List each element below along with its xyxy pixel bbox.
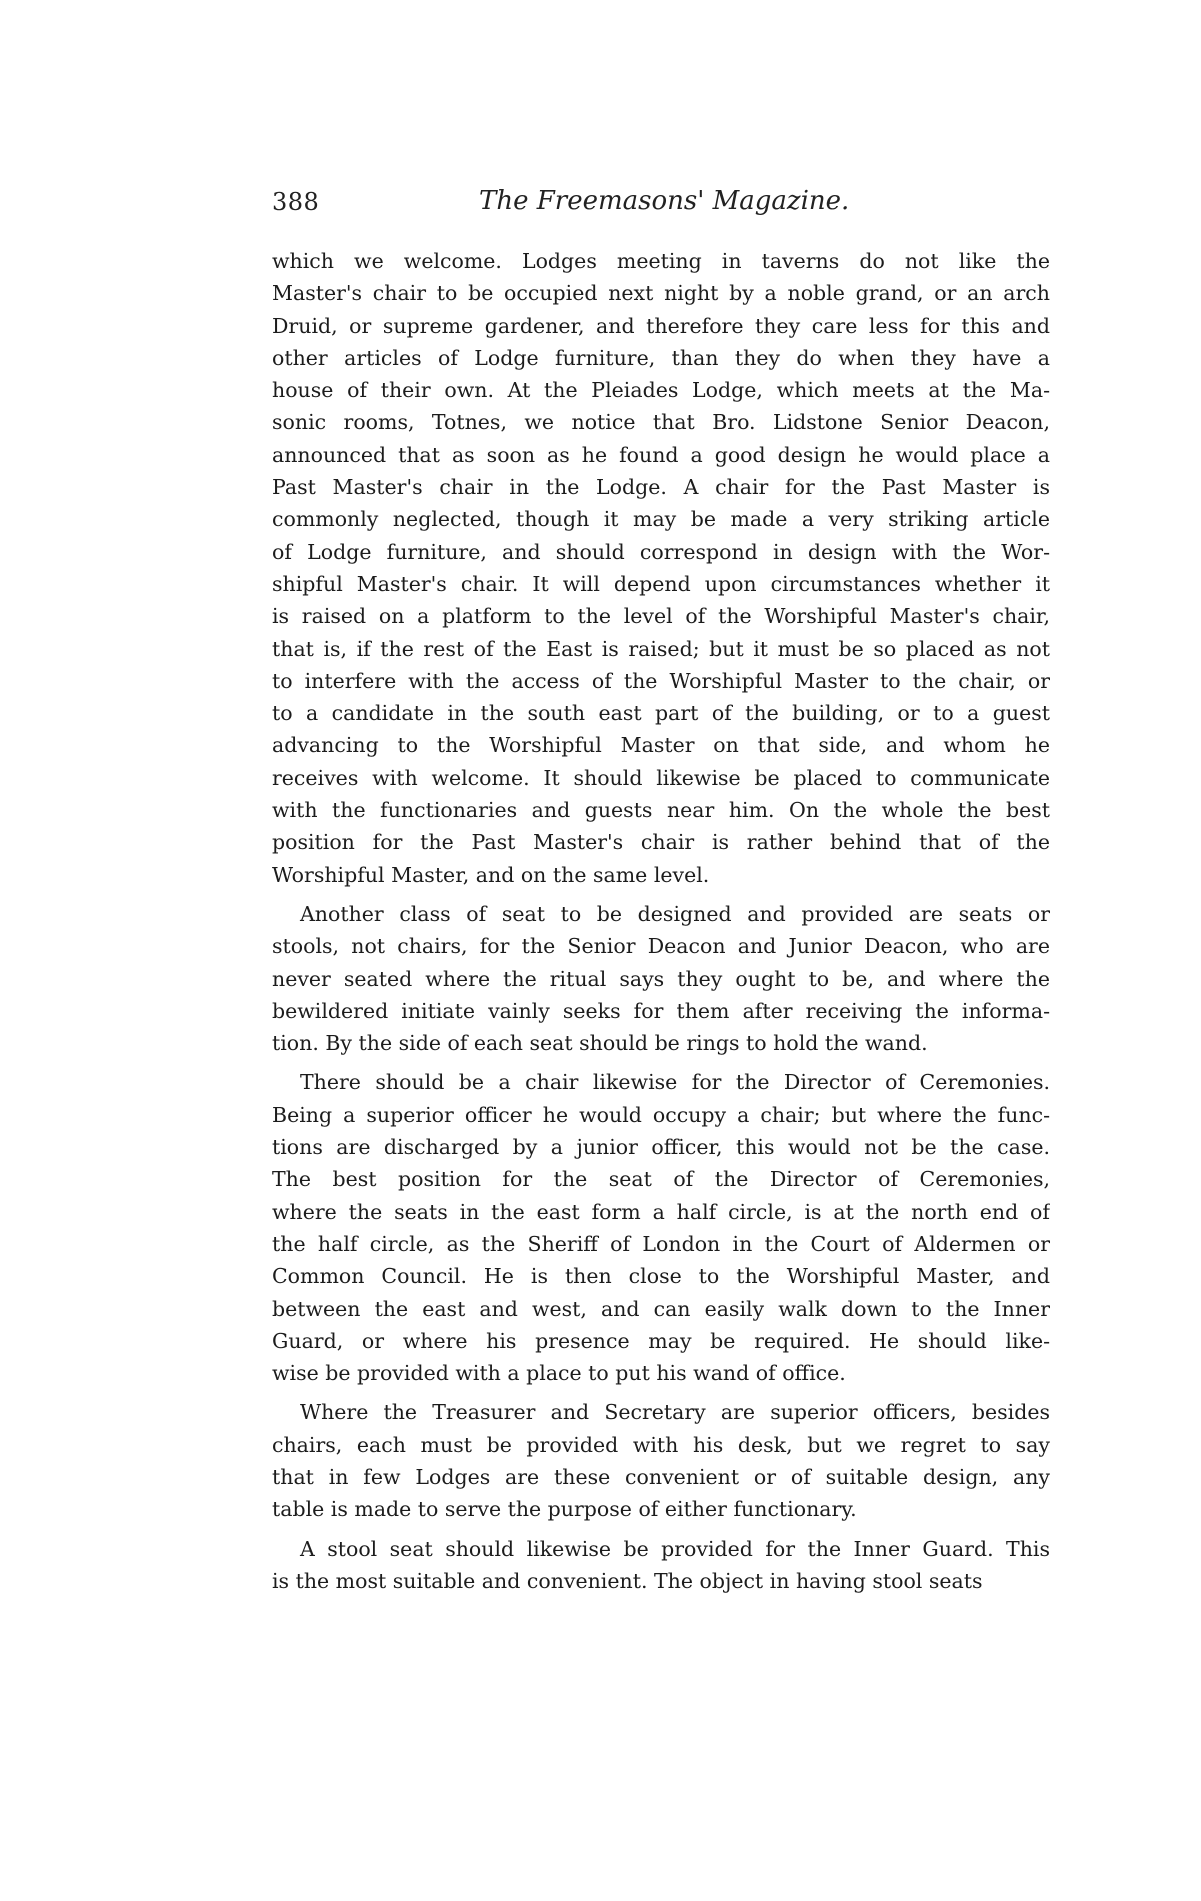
text-line: Common Council. He is then close to the Worshipful Master, and bbox=[272, 1264, 1050, 1289]
text-line: Where the Treasurer and Secretary are superior officers, besides bbox=[300, 1400, 1050, 1425]
text-line: Guard, or where his presence may be required. He should like- bbox=[272, 1328, 1050, 1353]
text-line: Being a superior officer he would occupy a chair; but where the func- bbox=[272, 1102, 1050, 1127]
paragraph bbox=[272, 245, 1050, 891]
text-line: stools, not chairs, for the Senior Deacon and Junior Deacon, who are bbox=[272, 934, 1050, 959]
text-line: position for the Past Master's chair is rather behind that of the bbox=[272, 830, 1050, 855]
text-line: where the seats in the east form a half circle, is at the north end of bbox=[272, 1199, 1050, 1224]
text-line: never seated where the ritual says they ought to be, and where the bbox=[272, 966, 1050, 991]
text-line: Druid, or supreme gardener, and therefore they care less for this and bbox=[272, 313, 1050, 338]
text-line: with the functionaries and guests near him. On the whole the best bbox=[272, 798, 1050, 823]
text-line: Past Master's chair in the Lodge. A chair for the Past Master is bbox=[272, 475, 1050, 500]
text-line: table is made to serve the purpose of either functionary. bbox=[272, 1497, 857, 1522]
running-head bbox=[272, 184, 1052, 224]
paragraph bbox=[272, 1396, 1050, 1525]
text-line: to a candidate in the south east part of the building, or to a guest bbox=[272, 701, 1050, 726]
text-line: between the east and west, and can easily walk down to the Inner bbox=[272, 1296, 1050, 1321]
text-line: tion. By the side of each seat should be rings to hold the wand. bbox=[272, 1031, 928, 1056]
text-line: that is, if the rest of the East is raised; but it must be so placed as not bbox=[272, 636, 1050, 661]
text-line: sonic rooms, Totnes, we notice that Bro. Lidstone Senior Deacon, bbox=[272, 410, 1050, 435]
text-line: There should be a chair likewise for the Director of Ceremonies. bbox=[300, 1070, 1050, 1095]
magazine-title: The Freemasons' Magazine. bbox=[479, 186, 850, 216]
text-line: is the most suitable and convenient. The object in having stool seats bbox=[272, 1568, 983, 1593]
text-line: wise be provided with a place to put his wand of office. bbox=[272, 1361, 846, 1386]
text-line: commonly neglected, though it may be made a very striking article bbox=[272, 507, 1050, 532]
paragraph bbox=[272, 1066, 1050, 1389]
text-line: Another class of seat to be designed and provided are seats or bbox=[300, 901, 1050, 926]
page-number: 388 bbox=[272, 188, 320, 216]
text-line: of Lodge furniture, and should correspond in design with the Wor- bbox=[272, 539, 1050, 564]
text-line: A stool seat should likewise be provided for the Inner Guard. This bbox=[300, 1536, 1050, 1561]
text-line: advancing to the Worshipful Master on that side, and whom he bbox=[272, 733, 1050, 758]
text-line: that in few Lodges are these convenient or of suitable design, any bbox=[272, 1464, 1050, 1489]
paragraph bbox=[272, 1533, 1050, 1598]
text-line: announced that as soon as he found a good design he would place a bbox=[272, 442, 1050, 467]
text-line: the half circle, as the Sheriff of London in the Court of Aldermen or bbox=[272, 1231, 1050, 1256]
text-line: bewildered initiate vainly seeks for them after receiving the informa- bbox=[272, 998, 1050, 1023]
article-body bbox=[272, 245, 1050, 1604]
text-line: tions are discharged by a junior officer, this would not be the case. bbox=[272, 1135, 1050, 1160]
text-line: other articles of Lodge furniture, than they do when they have a bbox=[272, 345, 1050, 370]
text-line: shipful Master's chair. It will depend upon circumstances whether it bbox=[272, 571, 1050, 596]
text-line: to interfere with the access of the Worshipful Master to the chair, or bbox=[272, 668, 1050, 693]
text-line: which we welcome. Lodges meeting in taverns do not like the bbox=[272, 249, 1050, 273]
text-line: Worshipful Master, and on the same level. bbox=[272, 862, 710, 887]
text-line: house of their own. At the Pleiades Lodge, which meets at the Ma- bbox=[272, 378, 1050, 403]
paragraph bbox=[272, 898, 1050, 1059]
text-line: Master's chair to be occupied next night by a noble grand, or an arch bbox=[272, 281, 1050, 306]
text-line: The best position for the seat of the Director of Ceremonies, bbox=[272, 1167, 1050, 1192]
text-line: receives with welcome. It should likewise be placed to communicate bbox=[272, 765, 1050, 790]
text-line: chairs, each must be provided with his desk, but we regret to say bbox=[272, 1432, 1050, 1457]
text-line: is raised on a platform to the level of the Worshipful Master's chair, bbox=[272, 604, 1050, 629]
